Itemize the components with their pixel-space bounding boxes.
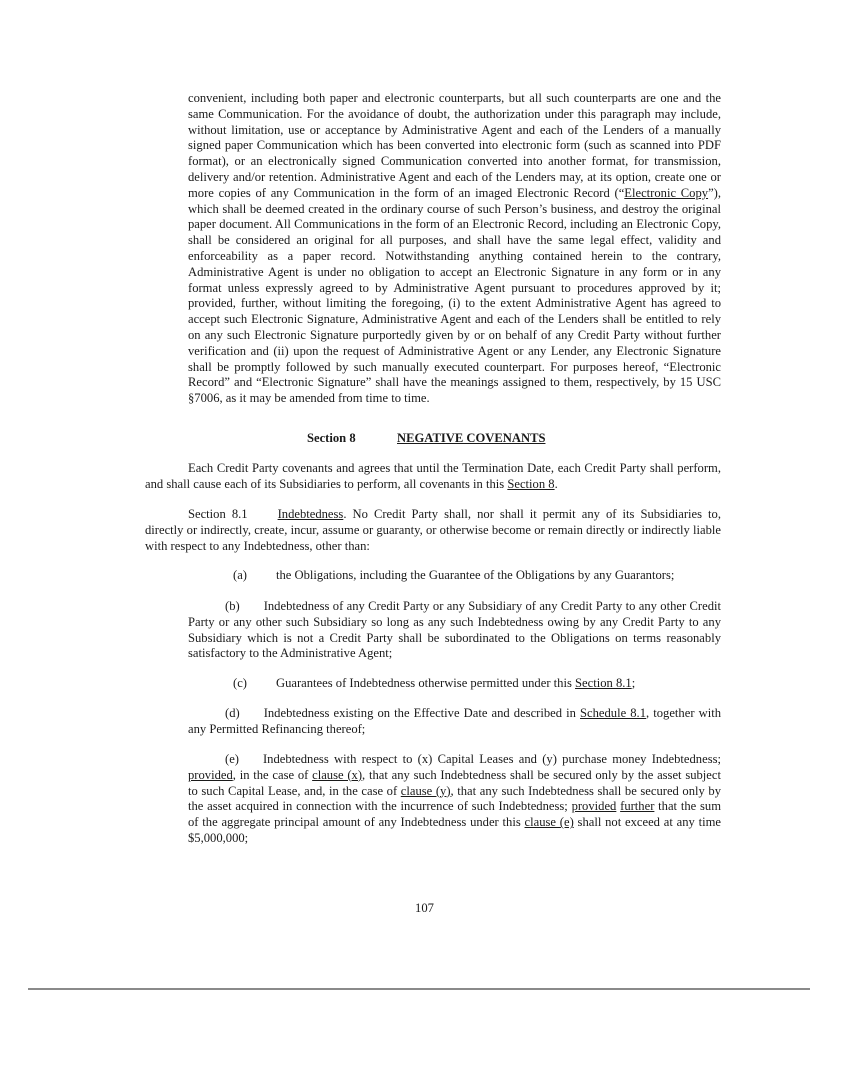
section-8-1-label: Section 8.1 [188, 507, 248, 521]
section-8-1-reference[interactable]: Section 8.1 [575, 676, 632, 690]
clause-text: , in the case of [232, 767, 313, 782]
section-8-1-paragraph [145, 507, 721, 554]
clause-text: Indebtedness with respect to (x) Capital Leases and (y) purchase money Indebtedness; [262, 752, 721, 766]
clause-text: , that any such Indebtedness shall be secured only by the asset acquired in connection with the incurrence of such Indebtedness; [188, 783, 721, 814]
clause-text: Indebtedness existing on the Effective Date and described in [263, 706, 581, 720]
paragraph-text: . [554, 476, 558, 491]
clause-x-reference[interactable]: clause (x) [312, 767, 363, 782]
clause-label: (a) [233, 568, 247, 582]
clause-label: (d) [225, 706, 240, 720]
clause-text: , together with any Permitted Refinancing thereof; [188, 706, 721, 736]
clause-text: the Obligations, including the Guarantee of the Obligations by any Guarantors; [276, 568, 675, 582]
clause-text: that the sum of the aggregate principal amount of any Indebtedness under this [188, 799, 721, 830]
clause-text: ; [631, 676, 636, 690]
clause-d [188, 706, 721, 738]
clause-text: Guarantees of Indebtedness otherwise permitted under this [276, 676, 576, 690]
section-8-reference[interactable]: Section 8 [507, 476, 555, 491]
clause-e-reference[interactable]: clause (e) [524, 815, 574, 830]
clause-text: shall not exceed at any time $5,000,000; [188, 815, 721, 845]
further-term: further [620, 799, 655, 814]
section-title: NEGATIVE COVENANTS [397, 431, 546, 445]
paragraph-electronic-records [188, 91, 721, 407]
paragraph-covenants-intro [145, 461, 721, 493]
clause-label: (e) [225, 752, 239, 766]
page-number: 107 [415, 901, 434, 915]
clause-y-reference[interactable]: clause (y) [400, 783, 451, 798]
provided-term: provided [188, 767, 233, 782]
paragraph-text: Each Credit Party covenants and agrees that until the Termination Date, each Credit Party shall perform, and shall cause each of its Subsidiaries to perform, all covenants in this [145, 461, 721, 491]
footer-divider [28, 988, 810, 990]
clause-label: (b) [225, 599, 240, 613]
section-number: Section 8 [307, 431, 356, 445]
paragraph-text: . No Credit Party shall, nor shall it permit any of its Subsidiaries to, directly or indirectly, create, incur, assume or guaranty, or otherwise become or remain directly or indirectly liable with respect to any Indebtedness, other than: [145, 507, 722, 553]
paragraph-text: ”), which shall be deemed created in the ordinary course of such Person’s business, and destroy the original paper document. All Communications in the form of an Electronic Record, including an Electronic Copy, shall be considered an original for all purposes, and shall have the same legal effect, validity and enforceability as a paper record. Notwithstanding anything contained herein to the contrary, Administrative Agent is under no obligation to accept an Electronic Signature in any form or in any format unless expressly agreed to by Administrative Agent pursuant to procedures approved by it; provided, further, without limiting the foregoing, (i) to the extent Administrative Agent has agreed to accept such Electronic Signature, Administrative Agent and each of the Lenders shall be entitled to rely on any such Electronic Signature purportedly given by or on behalf of any Credit Party without further verification and (ii) upon the request of Administrative Agent or any Lender, any Electronic Signature shall be promptly followed by such manually executed counterpart. For purposes hereof, “Electronic Record” and “Electronic Signature” shall have the meanings assigned to them, respectively, by 15 USC §7006, as it may be amended from time to time. [188, 185, 721, 406]
section-8-1-title: Indebtedness [277, 507, 344, 521]
clause-text: , that any such Indebtedness shall be secured only by the asset subject to such Capital Lease, and, in the case of [188, 767, 721, 798]
clause-label: (c) [233, 676, 247, 690]
clause-e [188, 752, 721, 847]
paragraph-text: convenient, including both paper and electronic counterparts, but all such counterparts are one and the same Communication. For the avoidance of doubt, the authorization under this paragraph may include, without limitation, use or acceptance by Administrative Agent and each of the Lenders of a manually signed paper Communication which has been converted into electronic form (such as scanned into PDF format), or an electronically signed Communication converted into another format, for transmission, delivery and/or retention. Administrative Agent and each of the Lenders may, at its option, create one or more copies of any Communication in the form of an imaged Electronic Record (“ [188, 91, 721, 200]
clause-text: Indebtedness of any Credit Party or any Subsidiary of any Credit Party to any other Credit Party or any other such Subsidiary so long as any such Indebtedness owing by any Credit Party to any Subsidiary which is not a Credit Party shall be subordinated to the Obligations on terms reasonably satisfactory to the Administrative Agent; [188, 599, 721, 661]
electronic-copy-term: Electronic Copy [624, 185, 709, 200]
clause-b [188, 599, 721, 662]
provided-term: provided [571, 799, 617, 814]
schedule-8-1-reference[interactable]: Schedule 8.1 [580, 706, 647, 720]
